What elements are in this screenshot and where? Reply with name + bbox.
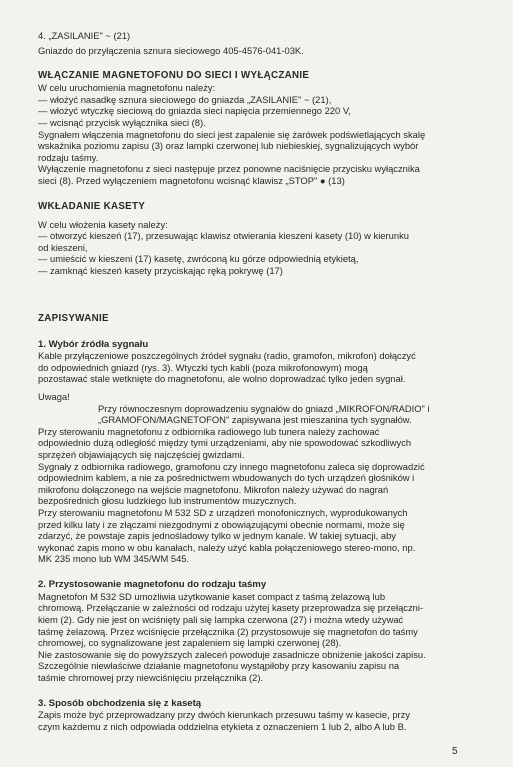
subsection-title-1: 1. Wybór źródła sygnału xyxy=(38,338,149,350)
text-line: wykonać zapis mono w obu kanałach, należy użyć kabla połączeniowego stereo-mono, np. xyxy=(38,541,416,553)
text-line: wskaźnika poziomu zapisu (3) oraz lampki czerwonej lub niebieskiej, sygnalizujących wybór xyxy=(38,140,419,152)
text-line: przed kilku laty i ze złączami niezgodnymi z obowiązującymi obecnie normami, może się xyxy=(38,518,405,530)
subsection-title-3: 3. Sposób obchodzenia się z kasetą xyxy=(38,697,202,709)
text-line: taśmie chromowej przy niewciśnięciu przełącznika (2). xyxy=(38,671,264,683)
text-line: Sygnałem włączenia magnetofonu do sieci jest zapalenie się żarówek podświetlających skalę xyxy=(38,128,426,140)
text-line: kiem (2). Gdy nie jest on wciśnięty pali się lampka czerwona (27) i można wtedy używać xyxy=(38,613,404,625)
text-line: Wyłączenie magnetofonu z sieci następuje przez ponowne naciśnięcie przycisku wyłącznika xyxy=(38,163,420,175)
uwaga-lead-line: Przy równoczesnym doprowadzeniu sygnałów do gniazd „MIKROFON/RADIO" i xyxy=(98,402,430,414)
text-line: odpowiednim kablem, a nie za pośrednictwem wbudowanych do tych urządzeń głośników i xyxy=(38,472,415,484)
text-line: — wcisnąć przycisk wyłącznika sieci (8). xyxy=(38,116,206,128)
text-line: Przy sterowaniu magnetofonu z odbiornika radiowego lub tunera należy zachować xyxy=(38,425,380,437)
text-line: — włożyć nasadkę sznura sieciowego do gniazda „ZASILANIE" ~ (21), xyxy=(38,93,332,105)
text-line: chromowej, co sygnalizowane jest zapaleniem się lampki czerwonej (28). xyxy=(38,637,342,649)
page-number: 5 xyxy=(452,746,458,757)
text-line: do odpowiednich gniazd (rys. 3). Wtyczki tych kabli (poza mikrofonowym) mogą xyxy=(38,361,368,373)
uwaga-label: Uwaga! xyxy=(38,391,70,403)
text-line: bezpośrednich głosu ludzkiego lub instrumentów muzycznych. xyxy=(38,495,297,507)
text-line: sprzężeń objawiających się najczęściej gwizdami. xyxy=(38,449,245,461)
text-line: rodzaju taśmy. xyxy=(38,151,99,163)
text-line: czym każdemu z nich odpowiada oddzielna etykieta z oznaczeniem 1 lub 2, albo A lub B. xyxy=(38,720,407,732)
text-line: sieci (8). Przed wyłączeniem magnetofonu wcisnąć klawisz „STOP" ● (13) xyxy=(38,174,345,186)
text-line: Nie zastosowanie się do powyższych zaleceń powoduje zasadnicze obniżenie jakości zapisu. xyxy=(38,648,426,660)
section-heading-wkladanie: WKŁADANIE KASETY xyxy=(38,200,146,212)
text-line: taśmę żelazową. Przez wciśnięcie przełącznika (2) przystosowuje się magnetofon do taśmy xyxy=(38,625,418,637)
text-line: — otworzyć kieszeń (17), przesuwając klawisz otwierania kieszeni kasety (10) w kierunku xyxy=(38,230,409,242)
text-line: pozostawać stale wetknięte do magnetofonu, ale wolno doprowadzać tylko jeden sygnał. xyxy=(38,373,406,385)
sub1-body xyxy=(38,350,479,385)
text-line: mikrofonu dołączonego na wejście magnetofonu. Mikrofon należy używać do nagrań xyxy=(38,483,389,495)
wkladanie-body xyxy=(38,219,479,277)
text-line: W celu uruchomienia magnetofonu należy: xyxy=(38,82,216,94)
text-line: W celu włożenia kasety należy: xyxy=(38,218,168,230)
uwaga-lead-line: „GRAMOFON/MAGNETOFON" zapisywana jest mieszanina tych sygnałów. xyxy=(98,414,412,426)
text-line: od kieszeni, xyxy=(38,241,88,253)
text-line: Przy sterowaniu magnetofonu M 532 SD z urządzeń monofonicznych, wyprodukowanych xyxy=(38,507,408,519)
text-line: odpowiednio dużą odległość między tymi urządzeniami, aby nie spowodować szkodliwych xyxy=(38,437,412,449)
text-line: chromową. Przełączanie w zależności od rodzaju użytej kasety przeprowadza się przełączni- xyxy=(38,602,424,614)
zasilanie-title: 4. „ZASILANIE" ~ (21) xyxy=(38,30,131,41)
zasilanie-desc: Gniazdo do przyłączenia sznura sieciowego 405-4576-041-03K. xyxy=(38,44,304,56)
text-line: — zamknąć kieszeń kasety przyciskając ręką pokrywę (17) xyxy=(38,264,283,276)
subsection-title-2: 2. Przystosowanie magnetofonu do rodzaju taśmy xyxy=(38,578,267,590)
text-line: Szczególnie niewłaściwe działanie magnetofonu wystąpiłoby przy kasowaniu zapisu na xyxy=(38,660,400,672)
text-line: MK 235 mono lub WM 345/WM 545. xyxy=(38,553,190,565)
text-line: — umieścić w kieszeni (17) kasetę, zwróconą ku górze odpowiednią etykietą, xyxy=(38,253,359,265)
sub3-body xyxy=(38,709,479,732)
text-line: Kable przyłączeniowe poszczególnych źródeł sygnału (radio, gramofon, mikrofon) dołączyć xyxy=(38,350,416,362)
text-line: — włożyć wtyczkę sieciową do gniazda sieci napięcia przemiennego 220 V, xyxy=(38,105,351,117)
text-line: Zapis może być przeprowadzany przy dwóch kierunkach przesuwu taśmy w kasecie, przy xyxy=(38,709,411,721)
section-heading-zapisywanie: ZAPISYWANIE xyxy=(38,312,109,324)
wlaczanie-body xyxy=(38,82,479,186)
text-line: Magnetofon M 532 SD umożliwia użytkowanie kaset compact z taśmą żelazową lub xyxy=(38,590,386,602)
uwaga-body xyxy=(38,426,479,565)
sub2-body xyxy=(38,591,479,684)
text-line: Sygnały z odbiornika radiowego, gramofonu czy innego magnetofonu zaleca się doprowadzić xyxy=(38,460,425,472)
section-heading-wlaczanie: WŁĄCZANIE MAGNETOFONU DO SIECI I WYŁĄCZANIE xyxy=(38,70,310,82)
text-line: zdarzyć, że powstaje zapis jednośladowy tylko w jednym kanale. W takiej sytuacji, aby xyxy=(38,530,396,542)
